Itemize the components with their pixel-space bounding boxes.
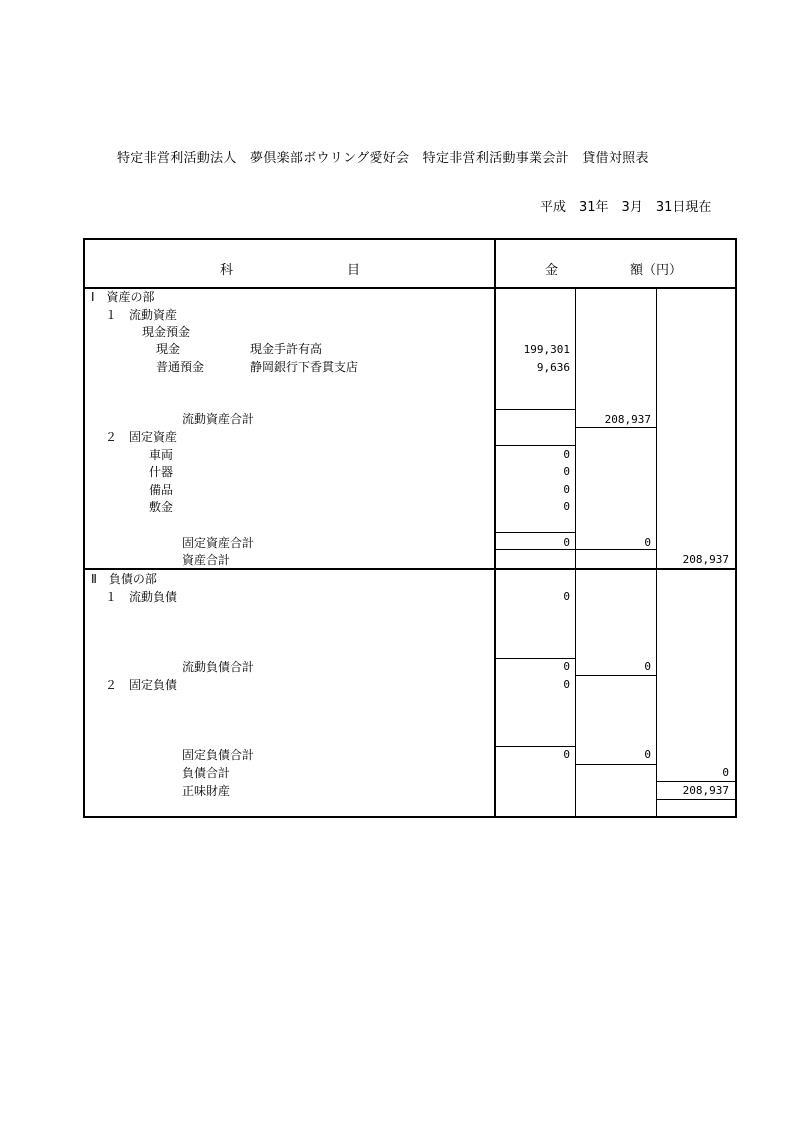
rule: [657, 799, 735, 800]
rule: [576, 427, 656, 428]
fixed-assets-total-value2: 0: [644, 536, 651, 549]
fixed-assets: ２ 固定資産: [105, 430, 178, 444]
rule: [496, 532, 576, 533]
rule: [496, 746, 576, 747]
current-liabilities-total-value2: 0: [644, 660, 651, 673]
rule: [657, 781, 735, 782]
rule: [576, 675, 656, 676]
cash-detail: 現金手許有高: [250, 342, 323, 356]
fixed-assets-total: 固定資産合計: [182, 536, 255, 550]
fixed-assets-total-value1: 0: [563, 536, 570, 549]
assets-total-value: 208,937: [682, 553, 729, 566]
fixed-liabilities: ２ 固定負債: [105, 678, 178, 692]
header-subject-right: 目: [347, 263, 361, 278]
fixtures-value: 0: [563, 465, 570, 478]
current-assets-total: 流動資産合計: [182, 412, 255, 426]
cash-value: 199,301: [523, 343, 570, 356]
header-divider: [85, 287, 735, 289]
fixed-liabilities-total: 固定負債合計: [182, 748, 255, 762]
section-assets: Ⅰ 資産の部: [91, 290, 155, 304]
fixtures: 什器: [149, 465, 174, 479]
liabilities-total: 負債合計: [182, 766, 231, 780]
report-date: 平成 31年 3月 31日現在: [540, 200, 712, 215]
cash-deposits: 現金預金: [142, 325, 191, 339]
current-liabilities-total-value1: 0: [563, 660, 570, 673]
equipment: 備品: [149, 483, 174, 497]
net-assets-value: 208,937: [682, 784, 729, 797]
savings-detail: 静岡銀行下香貫支店: [250, 360, 359, 374]
net-assets: 正味財産: [182, 784, 231, 798]
current-liabilities: １ 流動負債: [105, 590, 178, 604]
current-assets-total-value: 208,937: [604, 413, 651, 426]
balance-sheet-table: [83, 238, 737, 818]
deposits-value: 0: [563, 500, 570, 513]
vehicles: 車両: [149, 448, 174, 462]
cash-label: 現金: [156, 342, 181, 356]
savings-label: 普通預金: [156, 360, 205, 374]
document-title: 特定非営利活動法人 夢倶楽部ボウリング愛好会 特定非営利活動事業会計 貸借対照表: [117, 151, 649, 166]
header-amount-right: 額（円）: [630, 263, 683, 278]
fixed-liabilities-total-value1: 0: [563, 748, 570, 761]
rule: [496, 445, 576, 446]
fixed-liabilities-total-value2: 0: [644, 748, 651, 761]
section-liabilities: Ⅱ 負債の部: [91, 572, 157, 586]
fixed-liabilities-value: 0: [563, 678, 570, 691]
column-divider-main: [494, 240, 496, 816]
assets-total: 資産合計: [182, 553, 231, 567]
current-assets: １ 流動資産: [105, 308, 178, 322]
equipment-value: 0: [563, 483, 570, 496]
current-liabilities-value: 0: [563, 590, 570, 603]
header-amount-left: 金: [545, 263, 559, 278]
liabilities-total-value: 0: [722, 766, 729, 779]
rule: [496, 658, 576, 659]
header-subject-left: 科: [220, 263, 234, 278]
current-liabilities-total: 流動負債合計: [182, 660, 255, 674]
savings-value: 9,636: [536, 361, 570, 374]
deposits: 敷金: [149, 500, 174, 514]
section-divider: [85, 568, 735, 570]
rule: [576, 764, 656, 765]
vehicles-value: 0: [563, 448, 570, 461]
rule: [496, 409, 576, 410]
column-divider-2: [575, 289, 576, 816]
